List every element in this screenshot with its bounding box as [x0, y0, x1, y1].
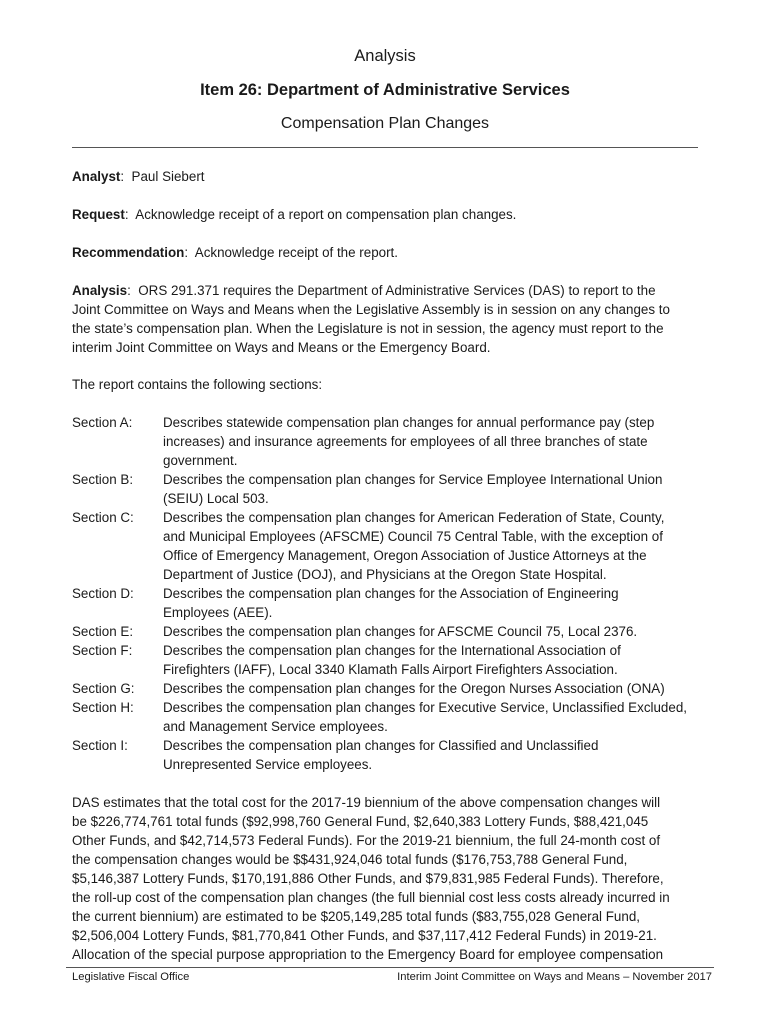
section-description: Describes the compensation plan changes for American Federation of State, County, and Municipal Employees (AFSCME) Council 75 Central Table, with the exception of Office of Emergency Management, Oregon Association of Justice Attorneys at the Department of Justice (DOJ), and Physicians at the Oregon State Hospital. [163, 510, 665, 582]
section-description: Describes the compensation plan changes for Service Employee International Union (SEIU) Local 503. [163, 472, 663, 506]
section-description: Describes the compensation plan changes for the International Association of Firefighters (IAFF), Local 3340 Klamath Falls Airport Firefighters Association. [163, 643, 621, 677]
footer-left: Legislative Fiscal Office [72, 971, 190, 983]
section-label: Section B: [72, 472, 134, 487]
analysis-paragraph: Analysis: ORS 291.371 requires the Department of Administrative Services (DAS) to report to the Joint Committee on Ways and Means when the Legislative Assembly is in session on any changes to the state’s compensation plan. When the Legislature is not in session, the agency must report to the interim Joint Committee on Ways and Means or the Emergency Board. [72, 281, 702, 357]
header-divider [72, 147, 698, 148]
doc-subtitle: Compensation Plan Changes [280, 115, 490, 132]
footer-divider [66, 967, 714, 968]
analysis-line: the state’s compensation plan. When the Legislature is not in session, the agency must report to the [72, 321, 664, 336]
section-label: Section F: [72, 643, 133, 658]
recommendation-line: Recommendation: Acknowledge receipt of the report. [72, 245, 398, 260]
analysis-line: Joint Committee on Ways and Means when the Legislative Assembly is in session on any changes to [72, 302, 670, 317]
recommendation-label: Recommendation [72, 245, 185, 260]
request-value: Acknowledge receipt of a report on compensation plan changes. [135, 207, 517, 222]
doc-title: Analysis [354, 47, 416, 65]
section-label: Section I: [72, 738, 128, 753]
sections-intro: The report contains the following sections: [72, 377, 323, 392]
section-label: Section C: [72, 510, 134, 525]
section-description: Describes the compensation plan changes for Classified and Unclassified Unrepresented Service employees. [163, 738, 599, 772]
estimate-paragraph: DAS estimates that the total cost for the 2017-19 biennium of the above compensation changes will be $226,774,761 total funds ($92,998,760 General Fund, $2,640,383 Lottery Funds, $88,421,045 Other Funds, and $42,714,573 Federal Funds). For the 2019-21 biennium, the full 24-month cost of the compensation changes would be $$431,924,046 total funds ($176,753,788 General Fund, $5,146,387 Lottery Funds, $170,191,886 Other Funds, and $79,831,985 Federal Funds). Therefore, the roll-up cost of the compensation plan changes (the full biennial cost less costs already incurred in the current biennium) are estimated to be $205,149,285 total funds ($83,755,028 General Fund, $2,506,004 Lottery Funds, $81,770,841 Other Funds, and $37,117,412 Federal Funds) in 2019-21. Allocation of the special purpose appropriation to the Emergency Board for employee compensation [72, 795, 670, 962]
footer-right: Interim Joint Committee on Ways and Means – November 2017 [397, 971, 712, 983]
section-description: Describes the compensation plan changes for the Oregon Nurses Association (ONA) [163, 681, 665, 696]
section-label: Section H: [72, 700, 134, 715]
recommendation-value: Acknowledge receipt of the report. [194, 245, 398, 260]
analysis-label: Analysis [72, 283, 128, 298]
item-heading: Item 26: Department of Administrative Services [200, 81, 570, 99]
analysis-line: ORS 291.371 requires the Department of Administrative Services (DAS) to report to the [138, 283, 656, 298]
request-line: Request: Acknowledge receipt of a report on compensation plan changes. [72, 207, 517, 222]
analyst-label: Analyst [72, 169, 121, 184]
section-label: Section E: [72, 624, 134, 639]
analysis-line: interim Joint Committee on Ways and Means or the Emergency Board. [72, 340, 491, 355]
section-description: Describes the compensation plan changes for AFSCME Council 75, Local 2376. [163, 624, 638, 639]
section-label: Section D: [72, 586, 134, 601]
section-description: Describes the compensation plan changes for Executive Service, Unclassified Excluded, and Management Service employees. [163, 700, 687, 734]
section-description: Describes the compensation plan changes for the Association of Engineering Employees (AEE). [163, 586, 619, 620]
section-label: Section A: [72, 415, 133, 430]
section-label: Section G: [72, 681, 135, 696]
section-description: Describes statewide compensation plan changes for annual performance pay (step increases) and insurance agreements for employees of all three branches of state government. [163, 415, 655, 468]
request-label: Request [72, 207, 125, 222]
analyst-value: Paul Siebert [131, 169, 205, 184]
analyst-line: Analyst: Paul Siebert [72, 169, 205, 184]
